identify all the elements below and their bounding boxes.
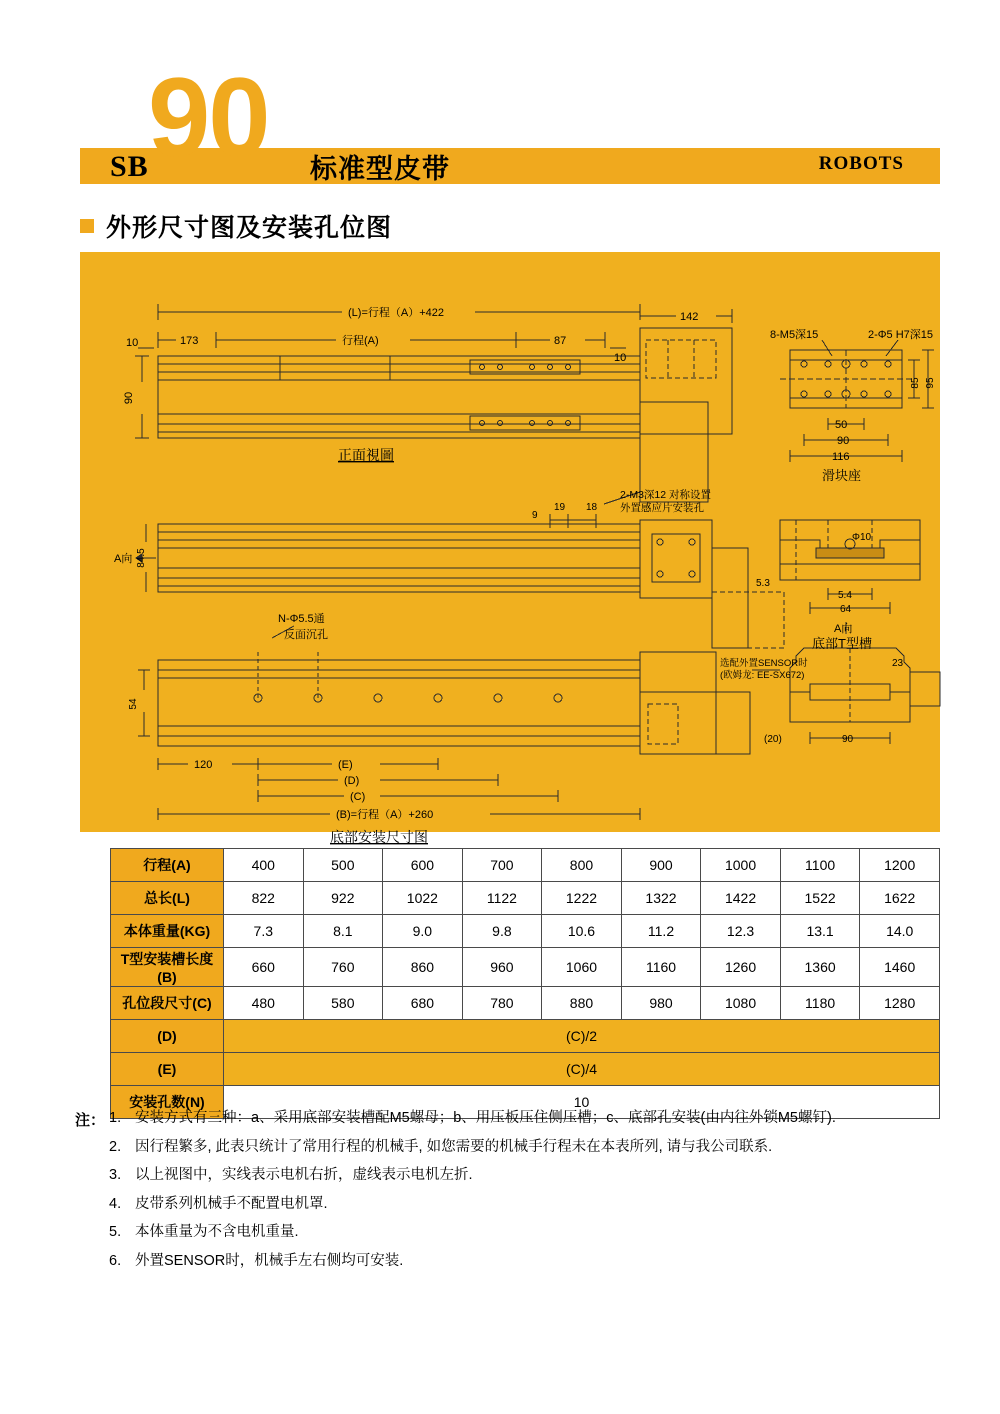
header-brand: ROBOTS (818, 153, 904, 174)
cell: 1222 (542, 882, 622, 915)
cell: 600 (383, 849, 463, 882)
row-header: 安装孔数(N) (111, 1086, 224, 1119)
bottom-view-caption: 底部安装尺寸图 (330, 829, 428, 845)
notes-label: 注： (75, 1112, 106, 1129)
cell: 1360 (780, 948, 860, 987)
list-item (75, 1108, 955, 1129)
list-item (75, 1194, 955, 1215)
cell-span: (C)/2 (224, 1020, 940, 1053)
notes-block (75, 1108, 955, 1279)
cell: 1260 (701, 948, 781, 987)
cell: 780 (462, 987, 542, 1020)
dim-19: 19 (554, 502, 566, 513)
cell: 1522 (780, 882, 860, 915)
notes-list (75, 1108, 955, 1271)
dim-5-3: 5.3 (756, 578, 770, 589)
row-header: 行程(A) (111, 849, 224, 882)
cell: 1022 (383, 882, 463, 915)
square-bullet-icon (80, 219, 94, 233)
cell: 1060 (542, 948, 622, 987)
cell: 980 (621, 987, 701, 1020)
dim-stroke: 行程(A) (342, 335, 379, 347)
dim-20: (20) (764, 734, 782, 745)
label-d: (D) (344, 775, 360, 787)
label-2-phi5: 2-Φ5 H7深15 (868, 329, 934, 341)
dim-phi10: Φ10 (852, 532, 872, 543)
note-text: 外置SENSOR时，机械手左右侧均可安装. (135, 1252, 404, 1269)
cell: 1200 (860, 849, 940, 882)
cell: 880 (542, 987, 622, 1020)
header-prefix: SB (110, 150, 149, 183)
cell: 14.0 (860, 915, 940, 948)
cell: 400 (224, 849, 304, 882)
dim-23: 23 (892, 658, 904, 669)
cell-span: 10 (224, 1086, 940, 1119)
dim-b: (B)=行程（A）+260 (336, 809, 434, 821)
cell: 960 (462, 948, 542, 987)
cell: 1000 (701, 849, 781, 882)
cell: 1422 (701, 882, 781, 915)
cell: 800 (542, 849, 622, 882)
spec-table (110, 848, 940, 1119)
list-item (75, 1165, 955, 1186)
label-sensor-holes: 外置感应片安装孔 (620, 502, 704, 514)
cell: 1100 (780, 849, 860, 882)
label-e: (E) (338, 759, 353, 771)
tslot-caption: 底部T型槽 (812, 636, 872, 651)
cell: 1080 (701, 987, 781, 1020)
note-number: 2. (109, 1138, 122, 1155)
label-8-m5: 8-M5深15 (770, 329, 819, 341)
spec-table-wrap (110, 848, 940, 1119)
note-number: 5. (109, 1224, 122, 1241)
cell: 480 (224, 987, 304, 1020)
cell: 822 (224, 882, 304, 915)
cell: 7.3 (224, 915, 304, 948)
section-title: 外形尺寸图及安装孔位图 (106, 214, 393, 242)
list-item (75, 1222, 955, 1243)
table-row (111, 915, 940, 948)
dim-90-left: 90 (123, 391, 135, 405)
note-number: 1. (109, 1110, 122, 1126)
cell: 1322 (621, 882, 701, 915)
dim-50: 50 (835, 419, 848, 431)
table-row (111, 1053, 940, 1086)
label-2-m3: 2-M3深12 对称设置 (620, 489, 712, 501)
dim-116: 116 (832, 451, 850, 463)
dim-total-length: (L)=行程（A）+422 (348, 307, 444, 319)
sensor-note-2: (欧姆龙: EE-SX672) (720, 670, 805, 681)
slider-caption: 滑块座 (822, 468, 862, 483)
row-header: 孔位段尺寸(C) (111, 987, 224, 1020)
cell: 580 (303, 987, 383, 1020)
note-number: 6. (109, 1252, 122, 1269)
note-number: 4. (109, 1195, 122, 1212)
cell: 9.0 (383, 915, 463, 948)
dim-142: 142 (680, 311, 699, 323)
cell: 10.6 (542, 915, 622, 948)
view-a-label-2: A向 (834, 623, 853, 635)
dim-90-slider: 90 (837, 435, 850, 447)
note-number: 3. (109, 1167, 122, 1184)
label-n-phi5-5: N-Φ5.5通 (278, 613, 325, 625)
section-header (80, 208, 392, 244)
note-text: 安装方式有三种：a、采用底部安装槽配M5螺母；b、用压板压住侧压槽；c、底部孔安装(由内往外锁M5螺钉). (135, 1110, 836, 1126)
note-text: 以上视图中，实线表示电机右折，虚线表示电机左折. (135, 1167, 473, 1184)
note-text: 皮带系列机械手不配置电机罩. (135, 1195, 328, 1212)
list-item (75, 1137, 955, 1158)
technical-drawing-panel (80, 252, 940, 845)
table-row (111, 849, 940, 882)
table-row (111, 882, 940, 915)
cell: 13.1 (780, 915, 860, 948)
note-text: 本体重量为不含电机重量. (135, 1224, 299, 1241)
sensor-note: 选配外置SENSOR时 (720, 658, 808, 669)
dim-90-bottom: 90 (842, 734, 854, 745)
dim-84-5: 84.5 (136, 548, 147, 568)
header-model-number: 90 (148, 55, 269, 180)
dim-85: 85 (910, 377, 921, 389)
cell: 1122 (462, 882, 542, 915)
dim-5-4: 5.4 (838, 590, 852, 601)
dim-9: 9 (532, 510, 538, 521)
cell: 1280 (860, 987, 940, 1020)
cell: 12.3 (701, 915, 781, 948)
dim-54: 54 (128, 698, 139, 710)
cell: 11.2 (621, 915, 701, 948)
dim-120: 120 (194, 759, 213, 771)
list-item (75, 1251, 955, 1272)
row-header: (E) (111, 1053, 224, 1086)
row-header: 总长(L) (111, 882, 224, 915)
dim-10-left: 10 (126, 337, 139, 349)
cell: 680 (383, 987, 463, 1020)
cell: 8.1 (303, 915, 383, 948)
cell: 1180 (780, 987, 860, 1020)
cell: 900 (621, 849, 701, 882)
row-header: 本体重量(KG) (111, 915, 224, 948)
dim-173: 173 (180, 335, 199, 347)
cell: 860 (383, 948, 463, 987)
dim-18: 18 (586, 502, 598, 513)
cell: 1460 (860, 948, 940, 987)
cell: 1622 (860, 882, 940, 915)
cell: 922 (303, 882, 383, 915)
dim-87: 87 (554, 335, 567, 347)
cell: 500 (303, 849, 383, 882)
front-view-caption: 正面視圖 (338, 447, 394, 463)
cell: 760 (303, 948, 383, 987)
row-header: T型安装槽长度(B) (111, 948, 224, 987)
dim-95: 95 (925, 377, 936, 389)
table-row (111, 948, 940, 987)
cell-span: (C)/4 (224, 1053, 940, 1086)
table-row (111, 1020, 940, 1053)
cell: 660 (224, 948, 304, 987)
view-a-label: A向 (114, 553, 133, 565)
note-text: 因行程繁多, 此表只统计了常用行程的机械手, 如您需要的机械手行程未在本表所列, 请与我公司联系. (135, 1138, 773, 1155)
dim-10-right: 10 (614, 352, 627, 364)
cell: 9.8 (462, 915, 542, 948)
dim-64: 64 (840, 604, 852, 615)
row-header: (D) (111, 1020, 224, 1053)
dimension-drawing-svg (80, 252, 940, 845)
table-row (111, 987, 940, 1020)
header-series-name: 标准型皮带 (310, 154, 450, 184)
cell: 1160 (621, 948, 701, 987)
cell: 700 (462, 849, 542, 882)
label-counterbore: 反面沉孔 (284, 629, 328, 641)
label-c: (C) (350, 791, 366, 803)
